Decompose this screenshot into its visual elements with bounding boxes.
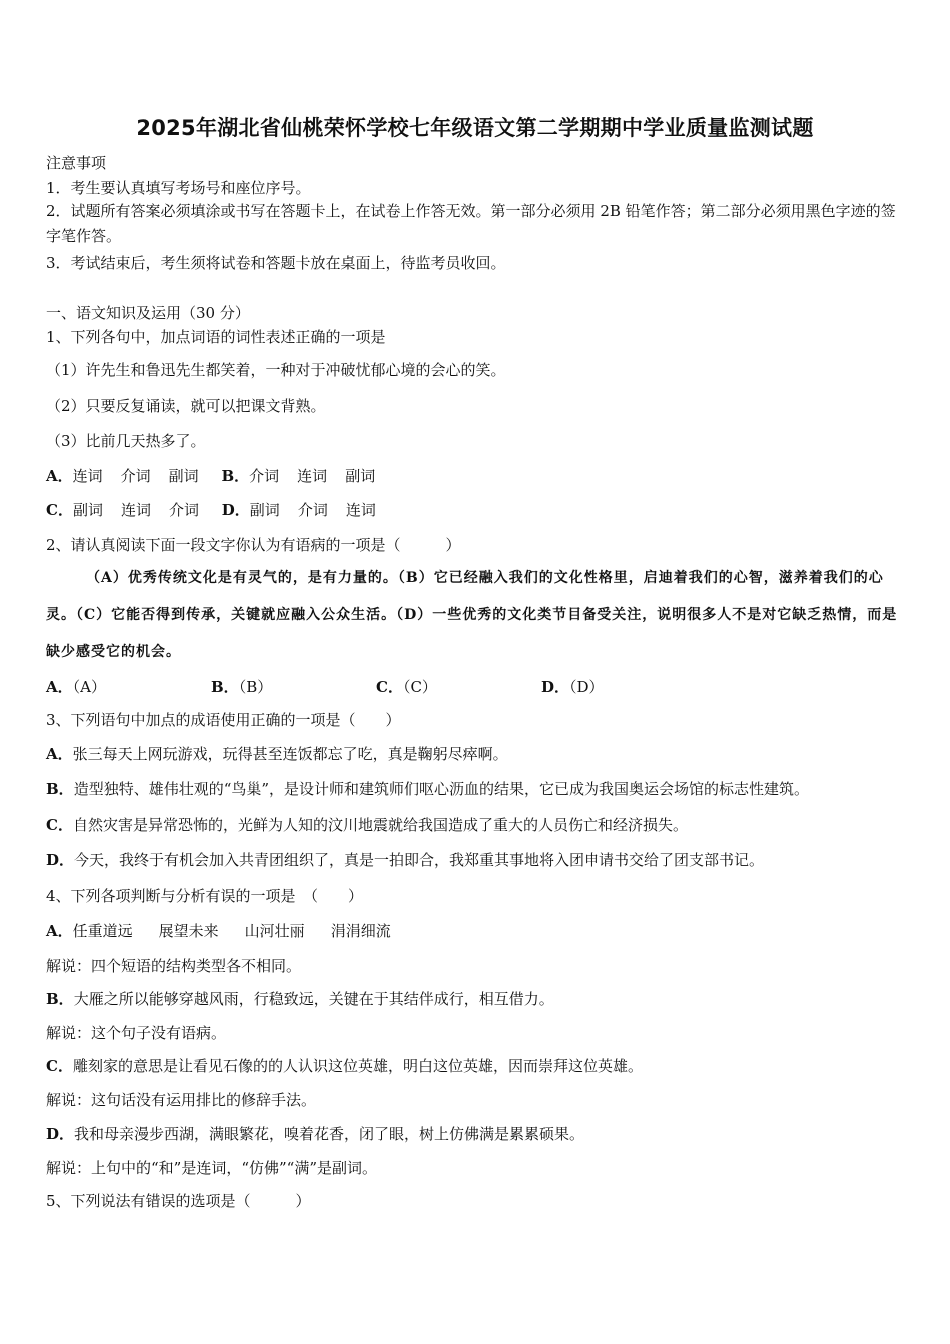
q2-passage: （A）优秀传统文化是有灵气的，是有力量的。（B）它已经融入我们的文化性格里，启迪着我们的心智，滋养着我们的心灵。（C）它能否得到传承，关键就应融入公众生活。（D）一些优秀的文化类节目备受关注，说明很多人不是对它缺乏热情，而是缺少感受它的机会。 [46,570,898,660]
q3-option-a-label: A． [46,745,73,763]
q4-explanation-d: 解说：上句中的“和”是连词，“仿佛”“满”是副词。 [46,1159,378,1177]
q2-option-d-label: D． [541,678,570,696]
q1-option-a-label: A． [46,467,73,485]
q3-option-b-label: B． [46,780,74,798]
q2-options [46,676,706,697]
q1-option-a-word: 副词 [168,467,199,485]
q3-option-d-text: 今天，我终于有机会加入共青团组织了，真是一拍即合，我郑重其事地将入团申请书交给了团支部书记。 [74,851,765,869]
note-item-3: 3．考试结束后，考生须将试卷和答题卡放在桌面上，待监考员收回。 [46,254,506,272]
q1-option-b-word: 副词 [345,467,376,485]
q1-option-b-word: 介词 [249,467,280,485]
note-item-1: 1．考生要认真填写考场号和座位序号。 [46,179,311,197]
q2-option-c-label: C． [376,678,403,696]
q1-sentence-2: （2）只要反复诵读，就可以把课文背熟。 [46,397,326,415]
q2-option-b-label: B． [211,678,239,696]
q3-option-c-label: C． [46,816,73,834]
q4-option-b-label: B． [46,990,74,1008]
q1-option-d-word: 介词 [297,501,328,519]
q4-option-b-text: 大雁之所以能够穿越风雨，行稳致远，关键在于其结伴成行，相互借力。 [73,990,554,1008]
q1-option-c-word: 介词 [168,501,199,519]
q4-option-a-label: A． [46,922,73,940]
q4-option-a-phrase: 任重道远 [72,922,133,940]
q4-option-b [46,988,554,1009]
q1-sentence-1: （1）许先生和鲁迅先生都笑着，一种对于冲破忧郁心境的会心的笑。 [46,361,506,379]
q5-stem: 5、下列说法有错误的选项是（ ） [46,1192,311,1210]
q1-option-a-word: 连词 [72,467,103,485]
q4-option-a-phrase: 山河壮丽 [244,922,305,940]
q4-option-d-text: 我和母亲漫步西湖，满眼繁花，嗅着花香，闭了眼，树上仿佛满是累累硕果。 [74,1125,585,1143]
q1-option-b-label: B． [221,467,250,485]
q3-option-c [46,814,688,835]
q2-option-d-text: （D） [569,678,604,696]
q4-explanation-b: 解说：这个句子没有语病。 [46,1024,227,1042]
q3-option-a [46,743,508,764]
q3-option-a-text: 张三每天上网玩游戏，玩得甚至连饭都忘了吃，真是鞠躬尽瘁啊。 [72,745,508,763]
q4-option-c-text: 雕刻家的意思是让看见石像的的人认识这位英雄，明白这位英雄，因而崇拜这位英雄。 [72,1057,643,1075]
q2-option-a-label: A． [46,678,73,696]
q1-option-a-word: 介词 [120,467,151,485]
q1-option-d-word: 连词 [345,501,376,519]
q4-explanation-c: 解说：这句话没有运用排比的修辞手法。 [46,1091,317,1109]
q1-option-c-label: C． [46,501,73,519]
q3-stem: 3、下列语句中加点的成语使用正确的一项是（ ） [46,711,401,729]
note-item-2: 2．试题所有答案必须填涂或书写在答题卡上，在试卷上作答无效。第一部分必须用 2B 铅笔作答；第二部分必须用黑色字迹的签字笔作答。 [46,202,896,245]
q4-option-c-label: C． [46,1057,73,1075]
q2-option-b-text: （B） [238,678,273,696]
q3-option-d [46,849,764,870]
q1-option-row-ab [46,465,393,486]
q4-explanation-a: 解说：四个短语的结构类型各不相同。 [46,957,302,975]
section-heading: 一、语文知识及运用（30 分） [46,304,250,322]
q4-option-d-label: D． [46,1125,75,1143]
q1-option-c-word: 连词 [120,501,151,519]
q1-stem: 1、下列各句中，加点词语的词性表述正确的一项是 [46,328,386,346]
q1-option-row-cd [46,499,394,520]
q4-option-d [46,1123,584,1144]
q4-option-a [46,920,409,941]
q4-option-c [46,1055,643,1076]
q4-option-a-phrase: 涓涓细流 [330,922,391,940]
q3-option-b [46,778,809,799]
q1-option-d-word: 副词 [249,501,280,519]
notes-heading: 注意事项 [46,154,107,172]
q4-option-a-phrase: 展望未来 [158,922,219,940]
q3-option-d-label: D． [46,851,75,869]
q2-stem: 2、请认真阅读下面一段文字你认为有语病的一项是（ ） [46,536,461,554]
page-title: 2025年湖北省仙桃荣怀学校七年级语文第二学期期中学业质量监测试题 [136,116,814,140]
q1-option-d-label: D． [221,501,250,519]
q2-option-a-text: （A） [72,678,106,696]
q2-option-c-text: （C） [402,678,437,696]
q3-option-b-text: 造型独特、雄伟壮观的“鸟巢”，是设计师和建筑师们呕心沥血的结果，它已成为我国奥运会场馆的标志性建筑。 [73,780,810,798]
q4-stem: 4、下列各项判断与分析有误的一项是 （ ） [46,887,364,905]
q1-option-b-word: 连词 [297,467,328,485]
q1-option-c-word: 副词 [72,501,103,519]
q3-option-c-text: 自然灾害是异常恐怖的，光鲜为人知的汶川地震就给我国造成了重大的人员伤亡和经济损失。 [72,816,688,834]
q1-sentence-3: （3）比前几天热多了。 [46,432,206,450]
